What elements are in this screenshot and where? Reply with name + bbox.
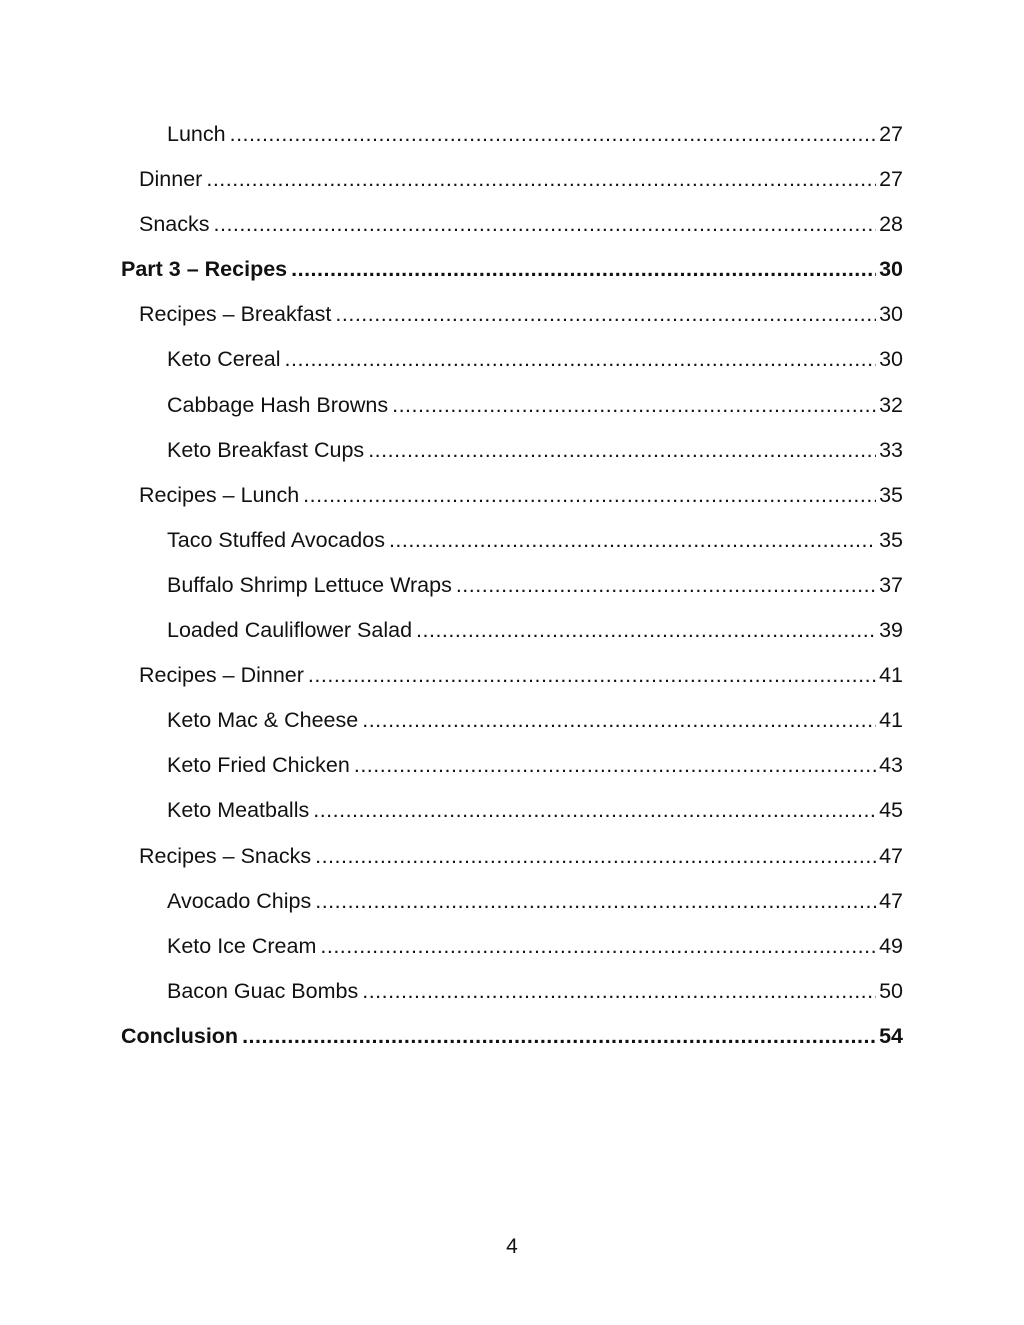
- dot-leader: [313, 788, 876, 833]
- toc-entry[interactable]: [0, 698, 903, 743]
- toc-entry[interactable]: [0, 788, 903, 833]
- toc-entry-label: Dinner: [139, 167, 203, 192]
- toc-entry-page: 49: [879, 933, 903, 958]
- toc-entry[interactable]: [0, 1014, 903, 1059]
- dot-leader: [362, 969, 876, 1014]
- dot-leader: [214, 202, 877, 247]
- toc-entry-label: Keto Mac & Cheese: [167, 708, 359, 733]
- dot-leader: [456, 563, 876, 608]
- toc-entry-page: 47: [879, 843, 903, 868]
- toc-entry-page: 30: [879, 257, 903, 282]
- dot-leader: [368, 428, 876, 473]
- toc-entry[interactable]: [0, 924, 903, 969]
- toc-entry-label: Keto Cereal: [167, 347, 281, 372]
- toc-entry-page: 43: [879, 753, 903, 778]
- toc-entry-page: 47: [879, 888, 903, 913]
- toc-entry-label: Snacks: [139, 212, 210, 237]
- toc-entry-page: 28: [879, 212, 903, 237]
- toc-entry[interactable]: [0, 608, 903, 653]
- toc-entry-page: 39: [879, 618, 903, 643]
- toc-entry[interactable]: [0, 157, 903, 202]
- toc-entry-page: 41: [879, 663, 903, 688]
- dot-leader: [291, 247, 876, 292]
- dot-leader: [335, 292, 876, 337]
- toc-entry-label: Recipes – Lunch: [139, 482, 300, 507]
- dot-leader: [315, 879, 876, 924]
- dot-leader: [230, 112, 876, 157]
- toc-entry-page: 50: [879, 978, 903, 1003]
- toc-entry-label: Keto Breakfast Cups: [167, 437, 365, 462]
- dot-leader: [315, 834, 876, 879]
- toc-entry-page: 41: [879, 708, 903, 733]
- toc-entry-page: 54: [879, 1023, 903, 1048]
- toc-entry-page: 35: [879, 527, 903, 552]
- dot-leader: [285, 337, 877, 382]
- toc-entry-label: Recipes – Snacks: [139, 843, 312, 868]
- toc-entry-label: Avocado Chips: [167, 888, 312, 913]
- toc-entry-label: Recipes – Breakfast: [139, 302, 332, 327]
- dot-leader: [354, 743, 876, 788]
- dot-leader: [320, 924, 876, 969]
- toc-entry-page: 33: [879, 437, 903, 462]
- dot-leader: [392, 383, 876, 428]
- toc-entry-label: Conclusion: [121, 1023, 239, 1048]
- toc-entry[interactable]: [0, 563, 903, 608]
- toc-entry[interactable]: [0, 834, 903, 879]
- dot-leader: [303, 473, 876, 518]
- dot-leader: [362, 698, 876, 743]
- dot-leader: [242, 1014, 876, 1059]
- toc-entry-label: Part 3 – Recipes: [121, 257, 288, 282]
- toc-entry-page: 30: [879, 347, 903, 372]
- dot-leader: [206, 157, 876, 202]
- toc-entry-page: 45: [879, 798, 903, 823]
- toc-entry-page: 30: [879, 302, 903, 327]
- toc-entry-label: Keto Ice Cream: [167, 933, 317, 958]
- toc-entry-page: 37: [879, 572, 903, 597]
- toc-entry-page: 27: [879, 167, 903, 192]
- toc-entry[interactable]: [0, 292, 903, 337]
- toc-entry[interactable]: [0, 969, 903, 1014]
- dot-leader: [389, 518, 876, 563]
- toc-entry[interactable]: [0, 112, 903, 157]
- toc-entry[interactable]: [0, 653, 903, 698]
- toc-entry-label: Buffalo Shrimp Lettuce Wraps: [167, 572, 452, 597]
- toc-entry-label: Keto Fried Chicken: [167, 753, 350, 778]
- dot-leader: [416, 608, 876, 653]
- toc-entry-label: Taco Stuffed Avocados: [167, 527, 385, 552]
- toc-entry[interactable]: [0, 473, 903, 518]
- toc-entry-label: Keto Meatballs: [167, 798, 310, 823]
- toc-entry-label: Loaded Cauliflower Salad: [167, 618, 413, 643]
- toc-entry[interactable]: [0, 428, 903, 473]
- toc-entry-label: Cabbage Hash Browns: [167, 392, 389, 417]
- dot-leader: [308, 653, 876, 698]
- toc-entry-page: 32: [879, 392, 903, 417]
- toc-entry[interactable]: [0, 743, 903, 788]
- toc-entry-label: Lunch: [167, 122, 226, 146]
- toc-entry[interactable]: [0, 337, 903, 382]
- toc-entry[interactable]: [0, 383, 903, 428]
- toc-entry-page: 27: [879, 122, 903, 146]
- toc-entry-label: Recipes – Dinner: [139, 663, 304, 688]
- toc-entry-page: 35: [879, 482, 903, 507]
- page-number: 4: [506, 1235, 518, 1258]
- toc-entry-label: Bacon Guac Bombs: [167, 978, 359, 1003]
- table-of-contents: [0, 112, 1024, 1059]
- toc-entry[interactable]: [0, 247, 903, 292]
- toc-entry[interactable]: [0, 202, 903, 247]
- toc-entry[interactable]: [0, 879, 903, 924]
- toc-entry[interactable]: [0, 518, 903, 563]
